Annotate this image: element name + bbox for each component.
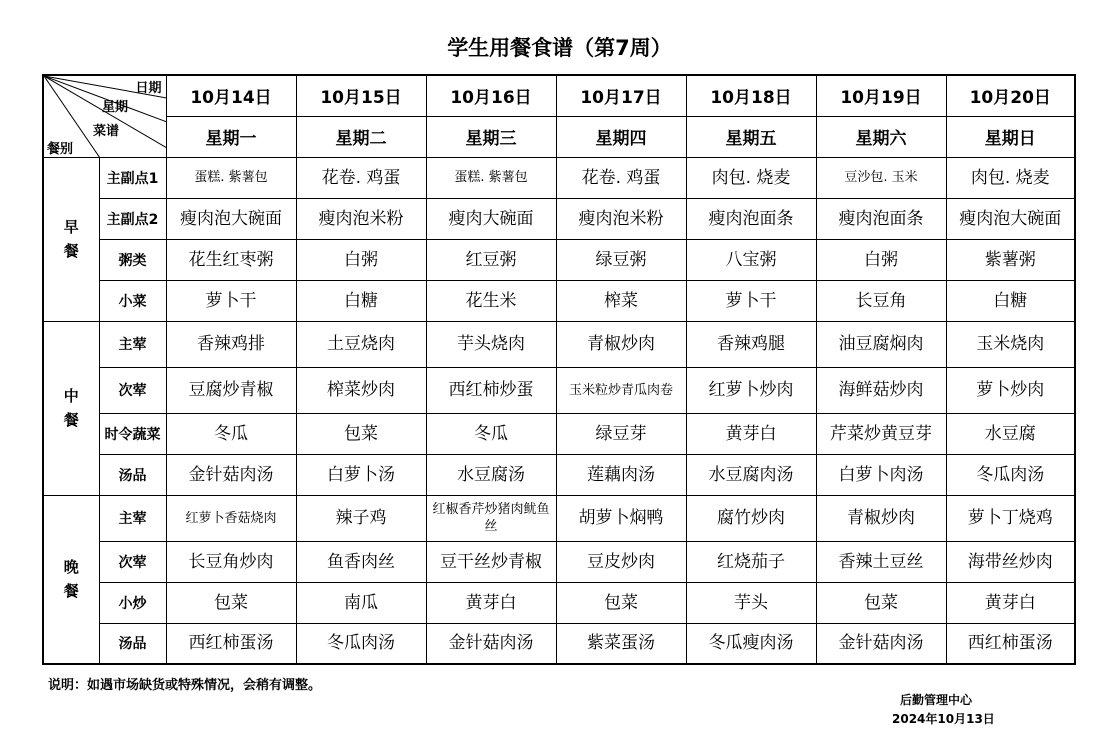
category-label: 主荤 xyxy=(99,495,166,541)
table-row xyxy=(43,582,1075,623)
page-title: 学生用餐食谱（第7周） xyxy=(447,36,672,60)
header-row-dates xyxy=(43,75,1075,116)
dish-cell: 榨菜 xyxy=(556,280,686,321)
category-label: 时令蔬菜 xyxy=(99,413,166,454)
table-row xyxy=(43,239,1075,280)
corner-dish-label: 菜谱 xyxy=(93,124,120,139)
dish-cell: 香辣鸡腿 xyxy=(686,321,816,367)
dish-cell: 白糖 xyxy=(946,280,1075,321)
meal-label xyxy=(43,321,99,495)
dish-cell: 包菜 xyxy=(816,582,946,623)
dish-cell: 胡萝卜焖鸭 xyxy=(556,495,686,541)
category-label: 小菜 xyxy=(99,280,166,321)
dish-cell: 金针菇肉汤 xyxy=(166,454,296,495)
menu-table xyxy=(42,74,1076,665)
dish-cell: 豆沙包. 玉米 xyxy=(816,157,946,198)
dish-cell: 瘦肉泡米粉 xyxy=(556,198,686,239)
dish-cell: 金针菇肉汤 xyxy=(816,623,946,664)
corner-meal-label: 餐别 xyxy=(47,142,74,157)
meal-label-top: 中 xyxy=(63,387,79,405)
dish-cell: 黄芽白 xyxy=(946,582,1075,623)
dish-cell: 花生米 xyxy=(426,280,556,321)
category-label: 主荤 xyxy=(99,321,166,367)
note-text: 说明：如遇市场缺货或特殊情况，会稍有调整。 xyxy=(48,678,322,693)
dish-cell: 水豆腐汤 xyxy=(426,454,556,495)
dish-cell: 萝卜干 xyxy=(686,280,816,321)
dish-cell: 南瓜 xyxy=(296,582,426,623)
category-label: 主副点2 xyxy=(99,198,166,239)
dish-cell: 绿豆粥 xyxy=(556,239,686,280)
table-row xyxy=(43,541,1075,582)
date-header: 10月18日 xyxy=(686,75,816,116)
dish-cell: 花卷. 鸡蛋 xyxy=(296,157,426,198)
table-row xyxy=(43,413,1075,454)
date-header: 10月17日 xyxy=(556,75,686,116)
dish-cell: 白萝卜肉汤 xyxy=(816,454,946,495)
dish-cell: 包菜 xyxy=(556,582,686,623)
table-row xyxy=(43,495,1075,541)
dish-cell: 玉米烧肉 xyxy=(946,321,1075,367)
dish-cell: 瘦肉泡面条 xyxy=(816,198,946,239)
dish-cell: 紫菜蛋汤 xyxy=(556,623,686,664)
dish-cell: 绿豆芽 xyxy=(556,413,686,454)
date-header: 10月16日 xyxy=(426,75,556,116)
dish-cell: 萝卜丁烧鸡 xyxy=(946,495,1075,541)
dish-cell: 海鲜菇炒肉 xyxy=(816,367,946,413)
dish-cell: 辣子鸡 xyxy=(296,495,426,541)
dish-cell: 红豆粥 xyxy=(426,239,556,280)
meal-label xyxy=(43,157,99,321)
meal-label-bottom: 餐 xyxy=(63,411,79,429)
dish-cell: 腐竹炒肉 xyxy=(686,495,816,541)
dish-cell: 黄芽白 xyxy=(686,413,816,454)
dish-cell: 萝卜干 xyxy=(166,280,296,321)
dish-cell: 土豆烧肉 xyxy=(296,321,426,367)
dish-cell: 油豆腐焖肉 xyxy=(816,321,946,367)
dish-cell: 长豆角 xyxy=(816,280,946,321)
dish-cell: 瘦肉泡大碗面 xyxy=(946,198,1075,239)
dish-cell: 芋头 xyxy=(686,582,816,623)
meal-label-top: 晚 xyxy=(63,558,79,577)
dish-cell: 长豆角炒肉 xyxy=(166,541,296,582)
dish-cell: 萝卜炒肉 xyxy=(946,367,1075,413)
weekday-header: 星期二 xyxy=(296,116,426,157)
dish-cell: 紫薯粥 xyxy=(946,239,1075,280)
dish-cell: 瘦肉泡米粉 xyxy=(296,198,426,239)
footer-org: 后勤管理中心 xyxy=(900,693,973,707)
dish-cell: 包菜 xyxy=(166,582,296,623)
category-label: 次荤 xyxy=(99,367,166,413)
meal-label xyxy=(43,495,99,664)
dish-cell: 海带丝炒肉 xyxy=(946,541,1075,582)
weekday-header: 星期三 xyxy=(426,116,556,157)
dish-cell: 花卷. 鸡蛋 xyxy=(556,157,686,198)
corner-header xyxy=(43,75,166,157)
weekday-header: 星期五 xyxy=(686,116,816,157)
table-row xyxy=(43,623,1075,664)
dish-cell: 花生红枣粥 xyxy=(166,239,296,280)
table-row xyxy=(43,454,1075,495)
dish-cell: 水豆腐肉汤 xyxy=(686,454,816,495)
dish-cell: 水豆腐 xyxy=(946,413,1075,454)
dish-cell: 红萝卜香菇烧肉 xyxy=(166,495,296,541)
dish-cell: 莲藕肉汤 xyxy=(556,454,686,495)
dish-cell: 豆干丝炒青椒 xyxy=(426,541,556,582)
meal-label-top: 早 xyxy=(63,218,79,236)
table-row xyxy=(43,321,1075,367)
dish-cell: 香辣土豆丝 xyxy=(816,541,946,582)
footer-date: 2024年10月13日 xyxy=(892,712,995,726)
dish-cell: 香辣鸡排 xyxy=(166,321,296,367)
date-header: 10月14日 xyxy=(166,75,296,116)
dish-cell: 青椒炒肉 xyxy=(816,495,946,541)
dish-cell: 豆皮炒肉 xyxy=(556,541,686,582)
header-row-weekdays xyxy=(43,116,1075,157)
meal-label-bottom: 餐 xyxy=(63,242,79,260)
category-label: 次荤 xyxy=(99,541,166,582)
dish-cell: 玉米粒炒青瓜肉卷 xyxy=(556,367,686,413)
corner-date-label: 日期 xyxy=(135,81,162,96)
dish-cell: 榨菜炒肉 xyxy=(296,367,426,413)
dish-cell: 红萝卜炒肉 xyxy=(686,367,816,413)
dish-cell: 冬瓜 xyxy=(426,413,556,454)
category-label: 主副点1 xyxy=(99,157,166,198)
dish-cell: 西红柿炒蛋 xyxy=(426,367,556,413)
weekday-header: 星期四 xyxy=(556,116,686,157)
weekday-header: 星期六 xyxy=(816,116,946,157)
dish-cell: 肉包. 烧麦 xyxy=(686,157,816,198)
weekday-header: 星期一 xyxy=(166,116,296,157)
weekday-header: 星期日 xyxy=(946,116,1075,157)
table-row xyxy=(43,198,1075,239)
dish-cell: 瘦肉泡面条 xyxy=(686,198,816,239)
dish-cell: 八宝粥 xyxy=(686,239,816,280)
dish-cell: 鱼香肉丝 xyxy=(296,541,426,582)
dish-cell: 白糖 xyxy=(296,280,426,321)
dish-cell: 瘦肉大碗面 xyxy=(426,198,556,239)
dish-cell: 瘦肉泡大碗面 xyxy=(166,198,296,239)
table-row xyxy=(43,280,1075,321)
dish-cell: 青椒炒肉 xyxy=(556,321,686,367)
dish-cell: 芋头烧肉 xyxy=(426,321,556,367)
date-header: 10月20日 xyxy=(946,75,1075,116)
dish-cell: 豆腐炒青椒 xyxy=(166,367,296,413)
dish-cell: 蛋糕. 紫薯包 xyxy=(426,157,556,198)
category-label: 小炒 xyxy=(99,582,166,623)
dish-cell: 红烧茄子 xyxy=(686,541,816,582)
dish-cell: 包菜 xyxy=(296,413,426,454)
dish-cell: 白萝卜汤 xyxy=(296,454,426,495)
dish-cell: 白粥 xyxy=(816,239,946,280)
category-label: 汤品 xyxy=(99,623,166,664)
category-label: 汤品 xyxy=(99,454,166,495)
dish-cell: 冬瓜瘦肉汤 xyxy=(686,623,816,664)
dish-cell: 白粥 xyxy=(296,239,426,280)
dish-cell: 肉包. 烧麦 xyxy=(946,157,1075,198)
table-row xyxy=(43,157,1075,198)
dish-cell: 西红柿蛋汤 xyxy=(946,623,1075,664)
dish-cell: 冬瓜 xyxy=(166,413,296,454)
dish-cell: 芹菜炒黄豆芽 xyxy=(816,413,946,454)
date-header: 10月19日 xyxy=(816,75,946,116)
corner-weekday-label: 星期 xyxy=(102,100,129,115)
category-label: 粥类 xyxy=(99,239,166,280)
dish-cell: 冬瓜肉汤 xyxy=(296,623,426,664)
dish-cell: 金针菇肉汤 xyxy=(426,623,556,664)
dish-cell: 蛋糕. 紫薯包 xyxy=(166,157,296,198)
meal-label-bottom: 餐 xyxy=(63,582,79,601)
dish-cell: 黄芽白 xyxy=(426,582,556,623)
dish-cell: 红椒香芹炒猪肉鱿鱼丝 xyxy=(426,495,556,541)
dish-cell: 冬瓜肉汤 xyxy=(946,454,1075,495)
table-row xyxy=(43,367,1075,413)
dish-cell: 西红柿蛋汤 xyxy=(166,623,296,664)
date-header: 10月15日 xyxy=(296,75,426,116)
